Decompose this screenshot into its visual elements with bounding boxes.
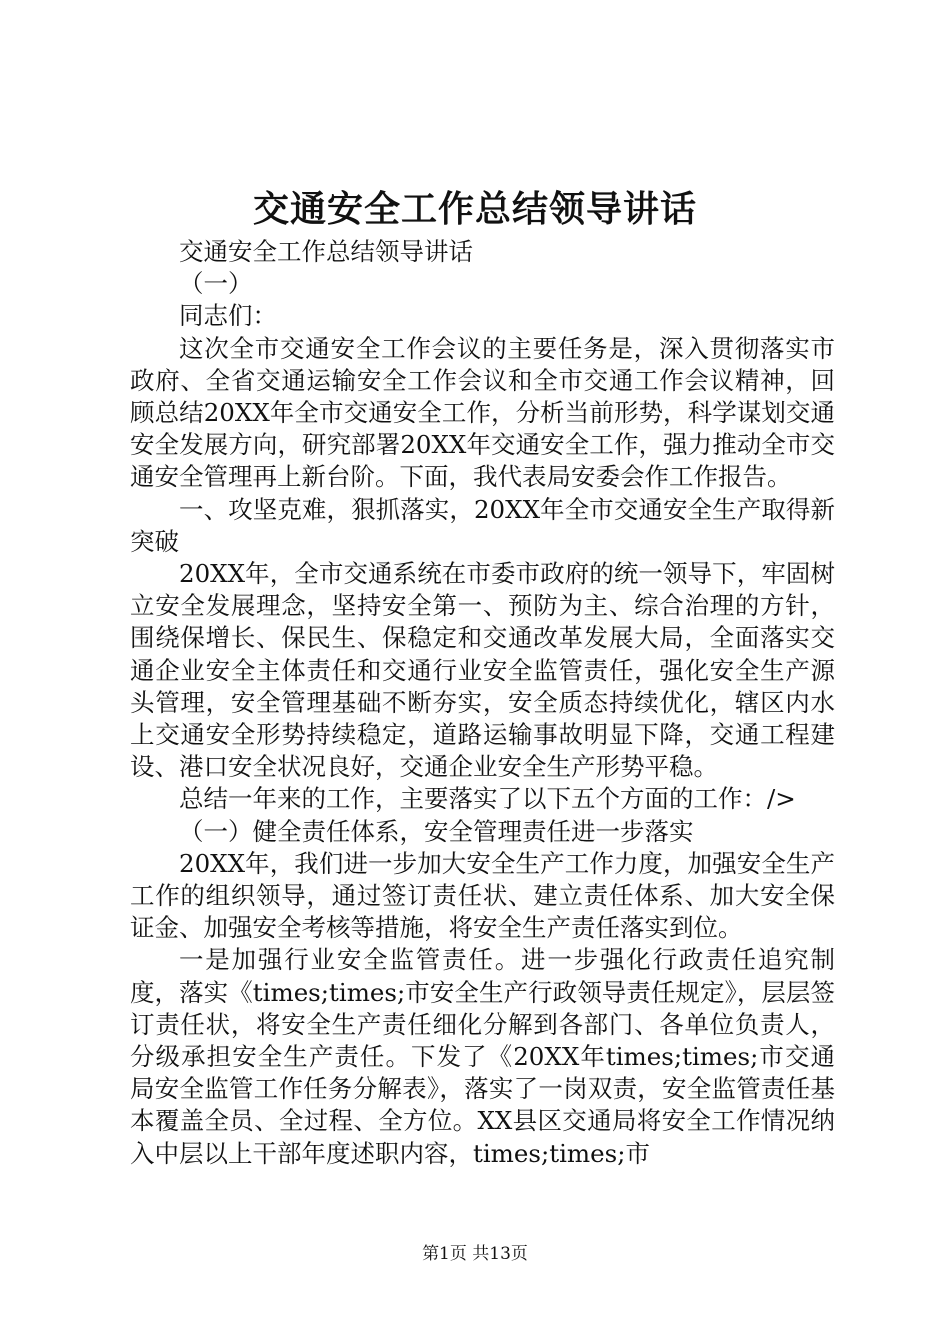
section-heading: 一、攻坚克难，狠抓落实，20XX年全市交通安全生产取得新突破 [130, 494, 835, 556]
body-paragraph: 20XX年，全市交通系统在市委市政府的统一领导下，牢固树立安全发展理念，坚持安全第一、预防为主、综合治理的方针，围绕保增长、保民生、保稳定和交通改革发展大局，全面落实交通企业安全主体责任和交通行业安全监管责任，强化安全生产源头管理，安全管理基础不断夯实，安全质态持续优化，辖区内水上交通安全形势持续稳定，道路运输事故明显下降，交通工程建设、港口安全状况良好，交通企业安全生产形势平稳。 [130, 559, 835, 782]
body-paragraph: 这次全市交通安全工作会议的主要任务是，深入贯彻落实市政府、全省交通运输安全工作会议和全市交通工作会议精神，回顾总结20XX年全市交通安全工作，分析当前形势，科学谋划交通安全发展方向，研究部署20XX年交通安全工作，强力推动全市交通安全管理再上新台阶。下面，我代表局安委会作工作报告。 [130, 333, 835, 492]
body-paragraph: 交通安全工作总结领导讲话 [179, 237, 473, 266]
body-paragraph: 一是加强行业安全监管责任。进一步强化行政责任追究制度，落实《times;times;市安全生产行政领导责任规定》，层层签订责任状，将安全生产责任细化分解到各部门、各单位负责人，分级承担安全生产责任。下发了《20XX年times;times;市交通局安全监管工作任务分解表》，落实了一岗双责，安全监管责任基本覆盖全员、全过程、全方位。XX县区交通局将安全工作情况纳入中层以上干部年度述职内容，times;times;市 [130, 945, 835, 1168]
body-paragraph: 总结一年来的工作，主要落实了以下五个方面的工作：/> [179, 784, 796, 814]
page-number: 第1页 共13页 [422, 1244, 528, 1264]
document-body [130, 236, 835, 1170]
body-paragraph: （一） [179, 269, 253, 299]
subsection-heading: （一）健全责任体系，安全管理责任进一步落实 [179, 816, 694, 846]
body-paragraph: 同志们： [179, 301, 277, 331]
document-title: 交通安全工作总结领导讲话 [252, 188, 697, 230]
body-paragraph: 20XX年，我们进一步加大安全生产工作力度，加强安全生产工作的组织领导，通过签订责任状、建立责任体系、加大安全保证金、加强安全考核等措施，将安全生产责任落实到位。 [130, 848, 835, 943]
